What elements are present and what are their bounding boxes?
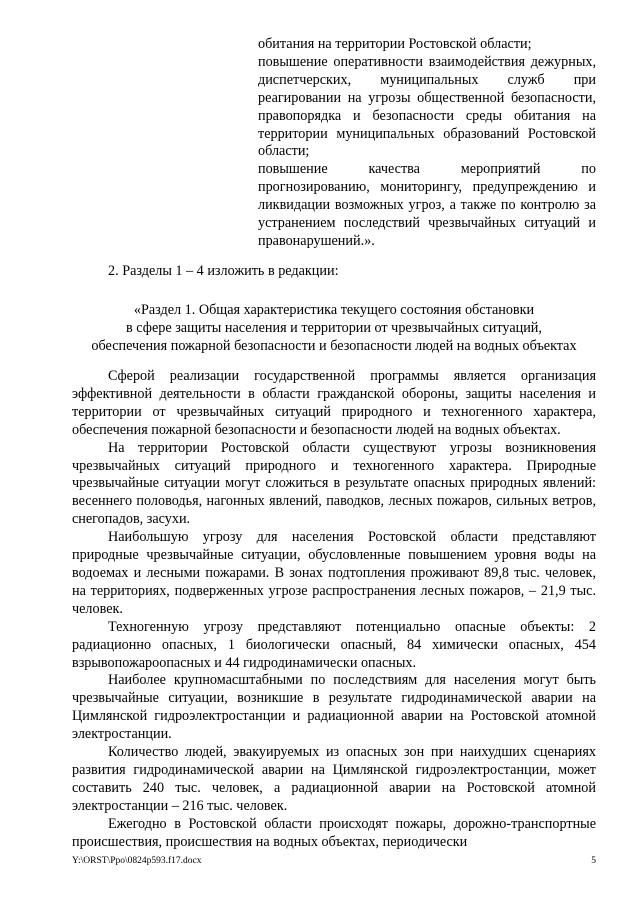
section-heading-line-3: обеспечения пожарной безопасности и безопасности людей на водных объектах bbox=[91, 338, 577, 355]
amendment-item-2: 2. Разделы 1 – 4 изложить в редакции: bbox=[108, 263, 339, 279]
section-heading-line-1: «Раздел 1. Общая характеристика текущего состояния обстановки bbox=[133, 302, 535, 318]
paragraph: На территории Ростовской области существуют угрозы возникновения чрезвычайных ситуаций природного и техногенного характера. Природные чрезвычайные ситуации могут сложиться в результате опасных природных явлений: весеннего половодья, нагонных явлений, паводков, лесных пожаров, сильных ветров, снегопадов, засухи. bbox=[72, 439, 596, 528]
goals-list-continuation bbox=[258, 36, 596, 251]
paragraph: Наиболее крупномасштабными по последствиям для населения могут быть чрезвычайные ситуации, возникшие в результате гидродинамической аварии на Цимлянской гидроэлектростанции и радиационной аварии на Ростовской атомной электростанции. bbox=[72, 672, 596, 743]
paragraph: Сферой реализации государственной программы является организация эффективной деятельности в области гражданской обороны, защиты населения и территории от чрезвычайных ситуаций природного и техногенного характера, обеспечения пожарной безопасности и безопасности людей на водных объектах. bbox=[72, 368, 596, 438]
paragraph: Количество людей, эвакуируемых из опасных зон при наихудших сценариях развития гидродинамической аварии на Цимлянской гидроэлектростанции, может составить 240 тыс. человек, а радиационной аварии на Ростовской атомной электростанции – 216 тыс. человек. bbox=[72, 744, 596, 814]
section-heading bbox=[72, 301, 596, 356]
paragraph: Техногенную угрозу представляют потенциально опасные объекты: 2 радиационно опасных, 1 биологически опасный, 84 химически опасных, 454 взрывопожароопасных и 44 гидродинамически опасных. bbox=[72, 618, 596, 671]
goal-line: обитания на территории Ростовской области; bbox=[258, 36, 532, 52]
goal-item: повышение оперативности взаимодействия дежурных, диспетчерских, муниципальных служб при реагировании на угрозы общественной безопасности, правопорядка и безопасности среды обитания на территории муниципальных образований Ростовской области; bbox=[258, 53, 596, 160]
goal-item: повышение качества мероприятий по прогнозированию, мониторингу, предупреждению и ликвидации возможных угроз, а также по контролю за устранением последствий чрезвычайных ситуаций и правонарушений.». bbox=[258, 161, 596, 249]
section-body bbox=[72, 368, 596, 851]
page-number: 5 bbox=[591, 856, 596, 866]
paragraph: Ежегодно в Ростовской области происходят пожары, дорожно-транспортные происшествия, происшествия на водных объектах, периодически bbox=[72, 815, 596, 850]
footer-file-path: Y:\ORST\Ppo\0824p593.f17.docx bbox=[72, 856, 202, 866]
section-heading-line-2: в сфере защиты населения и территории от чрезвычайных ситуаций, bbox=[126, 320, 542, 337]
paragraph: Наибольшую угрозу для населения Ростовской области представляют природные чрезвычайные ситуации, обусловленные повышением уровня воды на водоемах и лесными пожарами. В зонах подтопления проживают 89,8 тыс. человек, на территориях, подверженных угрозе распространения лесных пожаров, – 21,9 тыс. человек. bbox=[72, 529, 596, 617]
